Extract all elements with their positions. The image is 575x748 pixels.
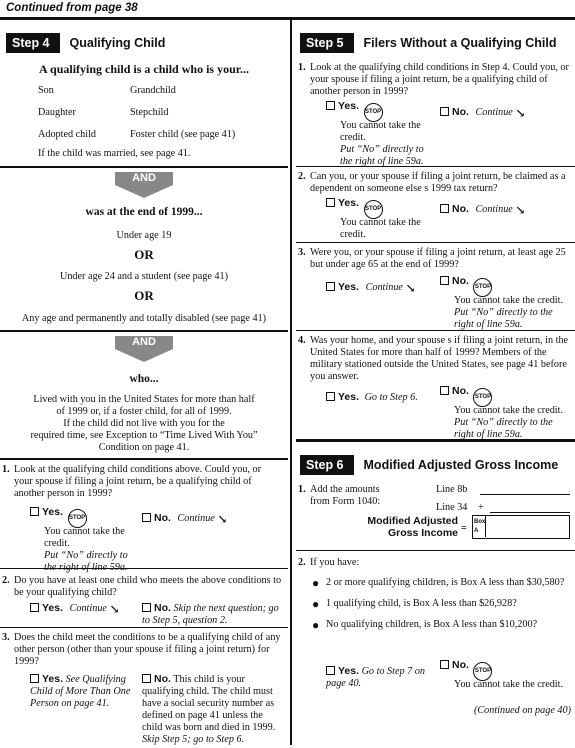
bullet-icon: ●	[312, 618, 320, 633]
column-divider	[290, 20, 292, 745]
stop-sign-icon: STOP	[473, 278, 492, 297]
list-item	[310, 577, 575, 589]
yes-checkbox[interactable]	[326, 198, 335, 207]
magi-label: Modified Adjusted Gross Income	[367, 515, 458, 539]
yes-answer	[326, 665, 426, 690]
no-answer	[142, 512, 227, 526]
question-number: 2.	[298, 557, 306, 568]
yes-note-italic: See Qualifying Child of More Than One Person on page 41.	[30, 674, 131, 710]
question-text: Add the amounts from Form 1040:	[310, 484, 381, 508]
continue-label: Continue	[475, 107, 513, 118]
step4-question-1	[0, 464, 288, 574]
box-a-field[interactable]	[472, 515, 570, 539]
yes-answer	[326, 281, 416, 295]
no-label: No.	[452, 385, 469, 397]
question-text: Can you, or your spouse if filing a joint return, be claimed as a dependent on someone else s 1999 tax return?	[310, 171, 566, 195]
continue-label: Continue	[475, 204, 513, 215]
stop-sign-icon: STOP	[364, 200, 383, 219]
yes-note-italic: Put “No” directly to the right of line 59a.	[44, 550, 128, 574]
age-under-24-student: Under age 24 and a student (see page 41)	[59, 271, 229, 283]
divider	[0, 166, 288, 168]
divider	[296, 242, 575, 243]
yes-checkbox[interactable]	[326, 666, 335, 675]
yes-checkbox[interactable]	[326, 282, 335, 291]
and-label: AND	[115, 172, 173, 185]
question-number: 2.	[298, 171, 306, 182]
who-text-3: If the child did not live with you for the	[63, 418, 225, 430]
yes-note-italic: Go to Step 6.	[364, 392, 418, 403]
no-note: You cannot take the credit.	[454, 679, 564, 690]
question-text: Look at the qualifying child conditions above. Could you, or your spouse if filing a joint return, be a qualifying child of another person in 1999?	[14, 464, 262, 500]
yes-answer	[30, 506, 130, 574]
and-arrow	[115, 172, 173, 198]
no-label: No.	[154, 602, 171, 615]
bullet-text: No qualifying children, is Box A less than $10,200?	[326, 619, 538, 631]
yes-answer	[326, 100, 430, 168]
divider	[0, 627, 288, 628]
yes-label: Yes.	[42, 673, 64, 686]
box-a-label: Box A	[473, 516, 486, 537]
question-number: 4.	[298, 335, 306, 346]
question-number: 1.	[298, 62, 306, 73]
no-answer	[440, 275, 568, 331]
table-row	[0, 124, 288, 146]
top-bar	[0, 0, 575, 20]
and-label: AND	[115, 336, 173, 349]
end-of-year-heading: was at the end of 1999...	[85, 206, 203, 219]
step5-header	[296, 30, 575, 56]
continue-label: Continue	[69, 603, 107, 615]
relation-cell: Son	[38, 85, 54, 97]
line-34-label: Line 34	[436, 502, 468, 513]
who-text-2: of 1999 or, if a foster child, for all of 1999.	[56, 406, 232, 418]
and-arrow	[115, 336, 173, 362]
yes-checkbox[interactable]	[326, 101, 335, 110]
curved-arrow-icon: ↘	[109, 602, 120, 617]
line-8b-entry[interactable]	[480, 494, 570, 495]
step5-question-3	[296, 247, 575, 330]
no-checkbox[interactable]	[440, 276, 449, 285]
stop-sign-icon: STOP	[364, 103, 383, 122]
question-number: 1.	[2, 464, 10, 476]
relationship-table	[0, 80, 288, 146]
no-answer	[142, 602, 282, 627]
yes-checkbox[interactable]	[30, 507, 39, 516]
who-text-5: Condition on page 41.	[98, 442, 190, 454]
bullet-icon: ●	[312, 576, 320, 591]
line-8b-label: Line 8b	[436, 484, 468, 495]
married-note: If the child was married, see page 41.	[38, 148, 191, 160]
who-text-1: Lived with you in the United States for more than half	[33, 394, 255, 406]
yes-checkbox[interactable]	[30, 674, 39, 683]
no-checkbox[interactable]	[440, 660, 449, 669]
curved-arrow-icon: ↘	[217, 512, 228, 527]
curved-arrow-icon: ↘	[515, 203, 526, 217]
relation-cell: Foster child (see page 41)	[130, 129, 236, 141]
no-answer	[440, 659, 574, 691]
step6-tag: Step 6	[300, 455, 354, 476]
plus-sign: +	[478, 502, 484, 513]
no-label: No.	[452, 659, 469, 671]
step6-question-2	[296, 557, 575, 690]
yes-label: Yes.	[338, 391, 360, 403]
continue-label: Continue	[365, 282, 403, 293]
continued-on-label: (Continued on page 40)	[473, 705, 571, 716]
yes-checkbox[interactable]	[326, 392, 335, 401]
yes-note: You cannot take the credit.	[340, 120, 421, 144]
curved-arrow-icon: ↘	[405, 281, 416, 295]
relation-cell: Adopted child	[38, 129, 97, 141]
step4-question-2	[0, 575, 288, 627]
stop-sign-icon: STOP	[473, 662, 492, 681]
table-row	[0, 102, 288, 124]
list-item	[310, 598, 575, 610]
no-answer	[440, 106, 525, 120]
list-item	[310, 619, 575, 631]
no-note-italic: Put “No” directly to the right of line 59a.	[454, 417, 553, 441]
yes-note-italic: Go to Step 7 on page 40.	[326, 666, 425, 690]
no-answer	[440, 203, 525, 217]
down-arrow-icon	[115, 185, 173, 198]
yes-label: Yes.	[338, 665, 360, 677]
stop-sign-icon: STOP	[473, 388, 492, 407]
bullet-text: 1 qualifying child, is Box A less than $26,928?	[326, 598, 517, 610]
no-answer	[142, 673, 282, 746]
yes-label: Yes.	[42, 506, 64, 519]
yes-label: Yes.	[42, 602, 64, 615]
stop-sign-icon: STOP	[68, 509, 87, 528]
line-34-entry[interactable]	[490, 512, 570, 513]
no-label: No.	[154, 512, 171, 525]
step5-question-2	[296, 171, 575, 242]
equals-sign: =	[461, 523, 467, 534]
no-label: No.	[154, 673, 171, 686]
question-number: 3.	[2, 632, 10, 644]
yes-note-italic: Put “No” directly to the right of line 59a.	[340, 144, 424, 168]
yes-answer	[326, 391, 418, 404]
no-note: You cannot take the credit.	[454, 405, 564, 416]
no-label: No.	[452, 275, 469, 287]
yes-note: You cannot take the credit.	[340, 217, 421, 241]
yes-label: Yes.	[338, 197, 360, 209]
step5-tag: Step 5	[300, 33, 354, 54]
continue-label: Continue	[177, 513, 215, 525]
bullet-text: 2 or more qualifying children, is Box A less than $30,580?	[326, 577, 565, 589]
divider	[0, 458, 288, 460]
step6-title: Modified Adjusted Gross Income	[363, 457, 559, 472]
step5-question-4	[296, 335, 575, 439]
step5-question-1	[296, 62, 575, 166]
no-label: No.	[452, 203, 469, 215]
step4-title: Qualifying Child	[69, 35, 166, 50]
no-answer	[440, 385, 568, 441]
divider	[296, 550, 575, 551]
relation-cell: Stepchild	[130, 107, 169, 119]
question-text: If you have:	[310, 557, 360, 568]
continued-from-label: Continued from page 38	[6, 2, 138, 14]
qualifying-child-lead: A qualifying child is a child who is your...	[39, 62, 249, 76]
yes-label: Yes.	[338, 100, 360, 112]
down-arrow-icon	[115, 349, 173, 362]
relation-cell: Daughter	[38, 107, 76, 119]
step6-header	[296, 452, 575, 478]
or-label: OR	[134, 246, 154, 262]
or-label: OR	[134, 288, 154, 304]
no-note: You cannot take the credit.	[454, 295, 564, 306]
step4-tag: Step 4	[6, 33, 60, 54]
no-checkbox[interactable]	[142, 674, 151, 683]
bullet-icon: ●	[312, 597, 320, 612]
no-checkbox[interactable]	[440, 386, 449, 395]
step4-question-3	[0, 632, 288, 746]
step4-column	[0, 20, 288, 746]
question-text: Look at the qualifying child conditions in Step 4. Could you, or your spouse if filing a joint return, be a qualifying child of another person in 1999?	[310, 62, 569, 98]
question-text: Were you, or your spouse if filing a joint return, at least age 25 but under age 65 at the end of 1999?	[310, 247, 566, 271]
no-label: No.	[452, 106, 469, 118]
who-text-4: required time, see Exception to “Time Lived With You”	[30, 430, 258, 442]
step4-header	[0, 30, 288, 56]
who-heading: who...	[129, 372, 159, 385]
no-note-italic: Put “No” directly to the right of line 59a.	[454, 307, 553, 331]
yes-label: Yes.	[338, 281, 360, 293]
no-checkbox[interactable]	[440, 107, 449, 116]
curved-arrow-icon: ↘	[515, 106, 526, 120]
yes-answer	[30, 602, 120, 616]
relation-cell: Grandchild	[130, 85, 176, 97]
no-checkbox[interactable]	[142, 513, 151, 522]
question-number: 2.	[2, 575, 10, 587]
question-text: Do you have at least one child who meets the above conditions to be your qualifying child?	[14, 575, 282, 599]
yes-note: You cannot take the credit.	[44, 526, 125, 550]
no-note: This child is your qualifying child. The child must have a social security number as defined on page 41 unless the child was born and died in 1999.	[142, 674, 276, 734]
no-checkbox[interactable]	[440, 204, 449, 213]
no-note-italic: Skip Step 5; go to Step 6.	[142, 734, 245, 746]
question-text: Was your home, and your spouse s if filing a joint return, in the United States for more than half of 1999? Members of the military stationed outside the United States, see page 41 before you answer.	[310, 335, 569, 383]
yes-checkbox[interactable]	[30, 603, 39, 612]
no-checkbox[interactable]	[142, 603, 151, 612]
age-any-disabled: Any age and permanently and totally disabled (see page 41)	[21, 312, 267, 324]
question-number: 3.	[298, 247, 306, 258]
age-under-19: Under age 19	[116, 229, 172, 241]
step5-title: Filers Without a Qualifying Child	[363, 35, 557, 50]
no-note-italic: Skip the next question; go to Step 5, question 2.	[142, 603, 279, 627]
question-text: Does the child meet the conditions to be a qualifying child of any other person (other than your spouse if filing a joint return) for 1999?	[14, 632, 281, 668]
step5-step6-column	[296, 20, 575, 717]
question-number: 1.	[298, 484, 306, 495]
step6-question-1	[296, 484, 575, 550]
divider	[0, 330, 288, 332]
table-row	[0, 80, 288, 102]
yes-answer	[326, 197, 430, 241]
yes-answer	[30, 673, 134, 710]
